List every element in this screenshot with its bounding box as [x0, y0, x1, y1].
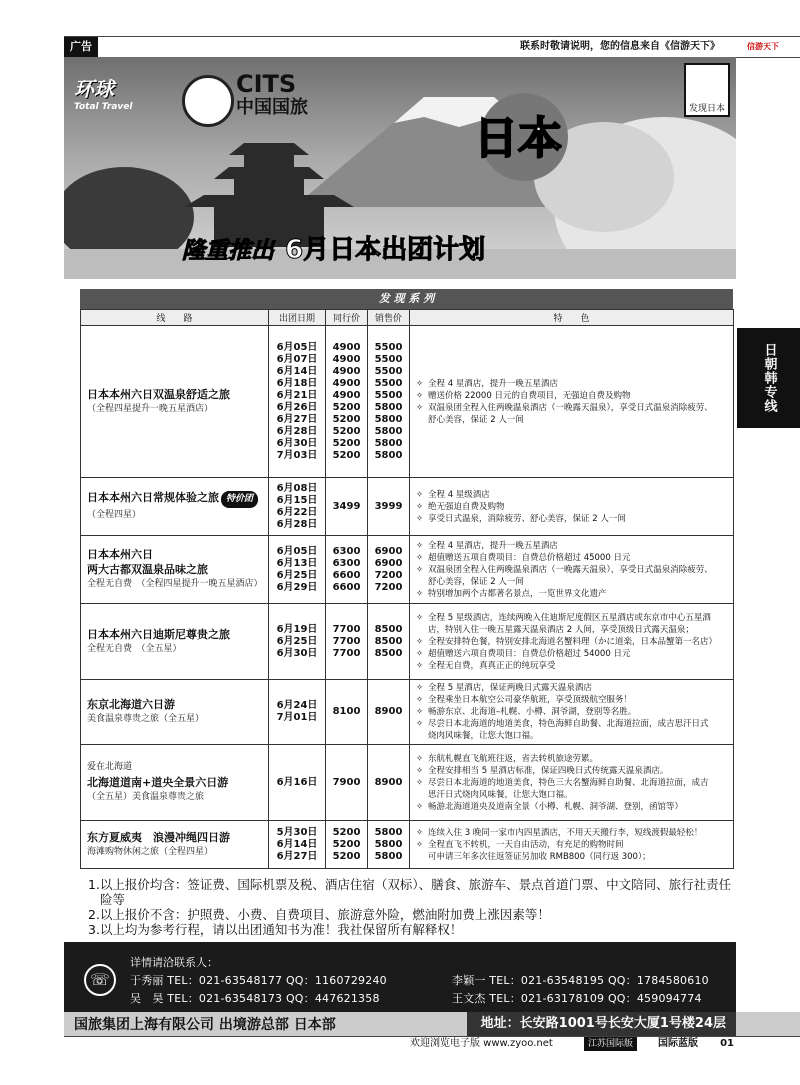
- route-name: 日本本州六日双温泉舒适之旅: [87, 387, 230, 401]
- departure-date: 6月05日: [276, 341, 318, 353]
- ad-tag: 广告: [64, 37, 98, 57]
- departure-date: 6月27日: [276, 850, 318, 862]
- total-travel-logo: 环球 Total Travel: [74, 77, 133, 112]
- peer-price: 3499: [332, 500, 361, 512]
- features-cell: [410, 680, 734, 745]
- table-row: [81, 536, 734, 604]
- peer-price: 6600: [332, 569, 361, 581]
- peer-price: 8100: [332, 706, 361, 717]
- route-name: 两大古都双温泉品味之旅: [87, 563, 208, 576]
- peer-price: 5200: [332, 401, 361, 413]
- peer-price: 7700: [332, 635, 361, 647]
- feature-item: ✧ 赠送价格 22000 日元的自费项目，无强迫自费及购物: [416, 390, 727, 402]
- route-note: 全程无自费 （全程四星提升一晚五星酒店）: [87, 579, 263, 589]
- feature-item: 店，特别入住一晚五星露天温泉酒店 2 人间，享受顶级日式露天温泉；: [428, 624, 694, 635]
- feature-item: ✧ 畅游东京、北海道–札幌、小樽、洞爷湖，登别等名胜。: [416, 706, 727, 718]
- peer-price: 4900: [332, 365, 361, 377]
- table-row: [81, 604, 734, 680]
- feature-item: ✧ 尽尝日本北海道的地道美食，特色三大名蟹海鲜自助餐、北海道拉面，成吉: [416, 777, 727, 789]
- note-item: 2.以上报价不含：护照费、小费、自费项目、旅游意外险，燃油附加费上涨因素等！: [88, 907, 550, 922]
- feature-item: ✧ 全程 4 星酒店，提升一晚五星酒店: [416, 378, 727, 390]
- publication-logo: 信游天下: [747, 42, 779, 51]
- route-name: 日本本州六日常规体验之旅 特价团: [87, 490, 262, 508]
- feature-item: 烧肉风味餐，让您大饱口福。: [428, 731, 539, 741]
- feature-item: ✧ 全程 5 星酒店，保证两晚日式露天温泉酒店: [416, 682, 727, 694]
- peer-price: 6600: [332, 581, 361, 593]
- peer-price-cell: [326, 745, 368, 821]
- sale-price: 8500: [374, 635, 403, 647]
- date-cell: [269, 680, 326, 745]
- feature-item: ✧ 双温泉团全程入住两晚温泉酒店（一晚露天温泉），享受日式温泉消除疲劳、: [416, 564, 727, 576]
- col-route: 线 路: [81, 310, 269, 326]
- sale-price-cell: [368, 536, 410, 604]
- date-cell: [269, 745, 326, 821]
- features-cell: [410, 326, 734, 478]
- col-features: 特 色: [410, 310, 734, 326]
- peer-price: 5200: [332, 425, 361, 437]
- departure-date: 6月22日: [276, 506, 318, 518]
- tour-table-grid: [80, 309, 734, 869]
- departure-date: 6月24日: [276, 700, 318, 711]
- feature-item: 舒心美容，保证 2 人一间: [428, 414, 524, 425]
- route-name: 日本本州六日迪斯尼尊贵之旅: [87, 627, 230, 641]
- departure-date: 6月26日: [276, 401, 318, 413]
- feature-item: ✧ 畅游北海道道央及道南全景（小樽、札幌、洞爷湖、登别，函馆等）: [416, 801, 727, 813]
- special-offer-badge: 特价团: [221, 491, 258, 508]
- date-cell: [269, 604, 326, 680]
- feature-item: ✧ 全程 4 星级酒店: [416, 489, 727, 501]
- peer-price: 7700: [332, 647, 361, 659]
- sale-price-cell: [368, 478, 410, 536]
- contact-row: 王文杰 TEL：021-63178109 QQ：459094774: [452, 992, 702, 1005]
- section-side-tab: 日朝韩专线: [737, 328, 800, 428]
- contact-row: 于秀丽 TEL：021-63548177 QQ：1160729240: [130, 974, 387, 987]
- phone-icon: ☏: [84, 964, 116, 996]
- features-cell: [410, 536, 734, 604]
- company-address: 地址：长安路1001号长安大厦1号楼24层: [467, 1012, 736, 1036]
- peer-price-cell: [326, 821, 368, 869]
- date-cell: [269, 536, 326, 604]
- table-row: [81, 745, 734, 821]
- feature-item: ✧ 全程无自费，真真正正的纯玩享受: [416, 660, 727, 672]
- feature-item: 舒心美容，保证 2 人一间: [428, 576, 524, 587]
- sale-price: 5500: [374, 377, 403, 389]
- departure-date: 6月25日: [276, 635, 318, 647]
- feature-item: ✧ 全程乘坐日本航空公司豪华航班，享受顶级航空服务！: [416, 694, 727, 706]
- peer-price: 5200: [332, 850, 361, 862]
- peer-price-cell: [326, 478, 368, 536]
- sale-price: 5500: [374, 365, 403, 377]
- route-prefix: 爱在北海道: [87, 762, 133, 772]
- feature-item: ✧ 绝无强迫自费及购物: [416, 501, 727, 513]
- sale-price-cell: [368, 604, 410, 680]
- series-band: 发 现 系 列: [80, 289, 733, 309]
- route-name: 东京北海道六日游: [87, 698, 175, 711]
- date-cell: [269, 821, 326, 869]
- note-item: 3.以上均为参考行程，请以出团通知书为准！我社保留所有解释权！: [88, 922, 463, 937]
- peer-price: 5200: [332, 826, 361, 838]
- departure-date: 6月16日: [276, 776, 318, 788]
- col-date: 出团日期: [269, 310, 326, 326]
- route-cell: [81, 680, 269, 745]
- departure-date: 7月03日: [276, 449, 318, 461]
- contact-row: 吴 昊 TEL：021-63548173 QQ：447621358: [130, 992, 380, 1005]
- feature-item: ✧ 东航札幌直飞航班往返，省去转机旅途劳累。: [416, 753, 727, 765]
- departure-date: 6月14日: [276, 838, 318, 850]
- route-cell: [81, 536, 269, 604]
- peer-price-cell: [326, 604, 368, 680]
- feature-item: ✧ 尽尝日本北海道的地道美食，特色海鲜自助餐、北海道拉面，成吉思汗日式: [416, 718, 727, 730]
- peer-price-cell: [326, 536, 368, 604]
- sale-price: 3999: [374, 500, 403, 512]
- sale-price: 7200: [374, 569, 403, 581]
- features-cell: [410, 745, 734, 821]
- peer-price: 4900: [332, 377, 361, 389]
- peer-price: 5200: [332, 437, 361, 449]
- route-note: （全五星）美食温泉尊贵之旅: [87, 792, 205, 802]
- sale-price: 5800: [374, 413, 403, 425]
- feature-item: ✧ 全程 5 星级酒店，连续两晚入住迪斯尼度假区五星酒店或东京市中心五星酒: [416, 612, 727, 624]
- feature-item: ✧ 连续入住 3 晚同一家市内四星酒店，不用天天搬行李，短线渡假最轻松！: [416, 827, 727, 839]
- feature-item: ✧ 享受日式温泉，消除疲劳、舒心美容，保证 2 人一间: [416, 513, 727, 525]
- departure-date: 6月21日: [276, 389, 318, 401]
- sale-price: 6900: [374, 557, 403, 569]
- sale-price: 8900: [374, 706, 403, 717]
- table-header-row: [81, 310, 734, 326]
- route-note: 全程无自费 （全五星）: [87, 643, 182, 654]
- departure-date: 6月18日: [276, 377, 318, 389]
- feature-item: ✧ 特别增加两个古都著名景点，一览世界文化遗产: [416, 588, 727, 600]
- feature-item: 思汗日式烧肉风味餐，让您大饱口福。: [428, 789, 573, 800]
- sale-price: 8900: [374, 776, 403, 788]
- departure-date: 6月07日: [276, 353, 318, 365]
- cits-logo: CITS 中国国旅: [236, 70, 308, 118]
- sale-price-cell: [368, 326, 410, 478]
- departure-date: 6月08日: [276, 482, 318, 494]
- top-strip: [64, 36, 800, 58]
- sale-price: 5800: [374, 826, 403, 838]
- feature-item: ✧ 全程安排特色餐，特别安排北海道名蟹料理（かに道楽，日本品蟹第一名店）: [416, 636, 727, 648]
- bottom-strip: [400, 1036, 800, 1052]
- footer-band: [64, 1012, 800, 1037]
- sale-price: 8500: [374, 647, 403, 659]
- peer-price-cell: [326, 326, 368, 478]
- departure-date: 6月28日: [276, 518, 318, 530]
- section-name: 国际蓝版: [658, 1038, 698, 1049]
- peer-price: 7700: [332, 623, 361, 635]
- departure-date: 7月01日: [276, 712, 318, 723]
- feature-item: 可申请三年多次往返签证另加收 RMB800（同行返 300）；: [428, 851, 651, 862]
- sale-price-cell: [368, 821, 410, 869]
- route-name: 北海道道南+道央全景六日游: [87, 776, 229, 789]
- route-name: 东方夏威夷 浪漫冲绳四日游: [87, 830, 230, 844]
- feature-item: ✧ 双温泉团全程入住两晚温泉酒店（一晚露天温泉），享受日式温泉消除疲劳、: [416, 402, 727, 414]
- price-notes: [88, 877, 738, 937]
- route-cell: [81, 326, 269, 478]
- sale-price: 5800: [374, 425, 403, 437]
- departure-date: 5月30日: [276, 826, 318, 838]
- sale-price: 7200: [374, 581, 403, 593]
- contact-panel: [64, 942, 736, 1012]
- peer-price: 4900: [332, 353, 361, 365]
- route-cell: [81, 821, 269, 869]
- features-cell: [410, 821, 734, 869]
- feature-item: ✧ 全程直飞不转机，一天自由活动，有充足的购物时间: [416, 839, 727, 851]
- feature-item: ✧ 超值赠送五项自费项目：自费总价格超过 45000 日元: [416, 552, 727, 564]
- features-cell: [410, 604, 734, 680]
- edition-tag: 江苏国际版: [584, 1037, 637, 1051]
- sale-price: 5500: [374, 353, 403, 365]
- departure-date: 6月14日: [276, 365, 318, 377]
- peer-price-cell: [326, 680, 368, 745]
- route-note: （全程四星）: [87, 510, 142, 520]
- departure-date: 6月30日: [276, 437, 318, 449]
- contact-title: 详情请洽联系人：: [130, 956, 218, 969]
- col-sale-price: 销售价: [368, 310, 410, 326]
- sale-price: 5800: [374, 401, 403, 413]
- route-cell: [81, 604, 269, 680]
- peer-price: 6300: [332, 557, 361, 569]
- route-cell: [81, 745, 269, 821]
- source-note: 联系时敬请说明，您的信息来自《信游天下》: [520, 41, 720, 52]
- feature-item: ✧ 超值赠送六项自费项目：自费总价格超过 54000 日元: [416, 648, 727, 660]
- feature-item: ✧ 全程安排相当 5 星酒店标准，保证四晚日式传统露天温泉酒店。: [416, 765, 727, 777]
- peer-price: 5200: [332, 449, 361, 461]
- sale-price: 5800: [374, 449, 403, 461]
- cits-emblem-icon: [182, 75, 234, 127]
- departure-date: 6月25日: [276, 569, 318, 581]
- route-prefix: 日本本州六日: [87, 548, 153, 561]
- col-peer-price: 同行价: [326, 310, 368, 326]
- note-item: 1.以上报价均含：签证费、国际机票及税、酒店住宿（双标）、膳食、旅游车、景点首道门票、中文陪同、旅行社责任险等: [88, 877, 732, 907]
- sale-price: 5500: [374, 389, 403, 401]
- sale-price: 6900: [374, 545, 403, 557]
- date-cell: [269, 326, 326, 478]
- peer-price: 6300: [332, 545, 361, 557]
- departure-date: 6月27日: [276, 413, 318, 425]
- feature-item: ✧ 全程 4 星酒店，提升一晚五星酒店: [416, 540, 727, 552]
- company-name: 国旅集团上海有限公司 出境游总部 日本部: [74, 1017, 336, 1033]
- sale-price: 5800: [374, 838, 403, 850]
- website-link[interactable]: 欢迎浏览电子版 www.zyoo.net: [410, 1038, 553, 1049]
- contact-row: 李颖一 TEL：021-63548195 QQ：1784580610: [452, 974, 709, 987]
- route-note: 美食温泉尊贵之旅（全五星）: [87, 714, 205, 724]
- banner: [64, 57, 736, 279]
- sale-price-cell: [368, 745, 410, 821]
- sale-price: 8500: [374, 623, 403, 635]
- peer-price: 4900: [332, 389, 361, 401]
- peer-price: 5200: [332, 413, 361, 425]
- departure-date: 6月05日: [276, 545, 318, 557]
- discover-japan-badge: 发现日本: [684, 63, 730, 117]
- headline: 隆重推出 6月日本出团计划: [182, 235, 486, 265]
- sale-price-cell: [368, 680, 410, 745]
- peer-price: 5200: [332, 838, 361, 850]
- departure-date: 6月15日: [276, 494, 318, 506]
- table-row: [81, 821, 734, 869]
- page-number: 01: [720, 1038, 734, 1049]
- departure-date: 6月28日: [276, 425, 318, 437]
- japan-title: 日本: [474, 113, 562, 164]
- departure-date: 6月13日: [276, 557, 318, 569]
- table-row: [81, 326, 734, 478]
- tour-table: [80, 289, 733, 873]
- sale-price: 5500: [374, 341, 403, 353]
- departure-date: 6月30日: [276, 647, 318, 659]
- date-cell: [269, 478, 326, 536]
- peer-price: 7900: [332, 776, 361, 788]
- departure-date: 6月29日: [276, 581, 318, 593]
- route-note: （全程四星提升一晚五星酒店）: [87, 403, 214, 414]
- sale-price: 5800: [374, 437, 403, 449]
- sale-price: 5800: [374, 850, 403, 862]
- route-cell: [81, 478, 269, 536]
- table-row: [81, 680, 734, 745]
- departure-date: 6月19日: [276, 623, 318, 635]
- route-note: 海滩购物休闲之旅（全程四星）: [87, 846, 214, 857]
- features-cell: [410, 478, 734, 536]
- peer-price: 4900: [332, 341, 361, 353]
- table-row: [81, 478, 734, 536]
